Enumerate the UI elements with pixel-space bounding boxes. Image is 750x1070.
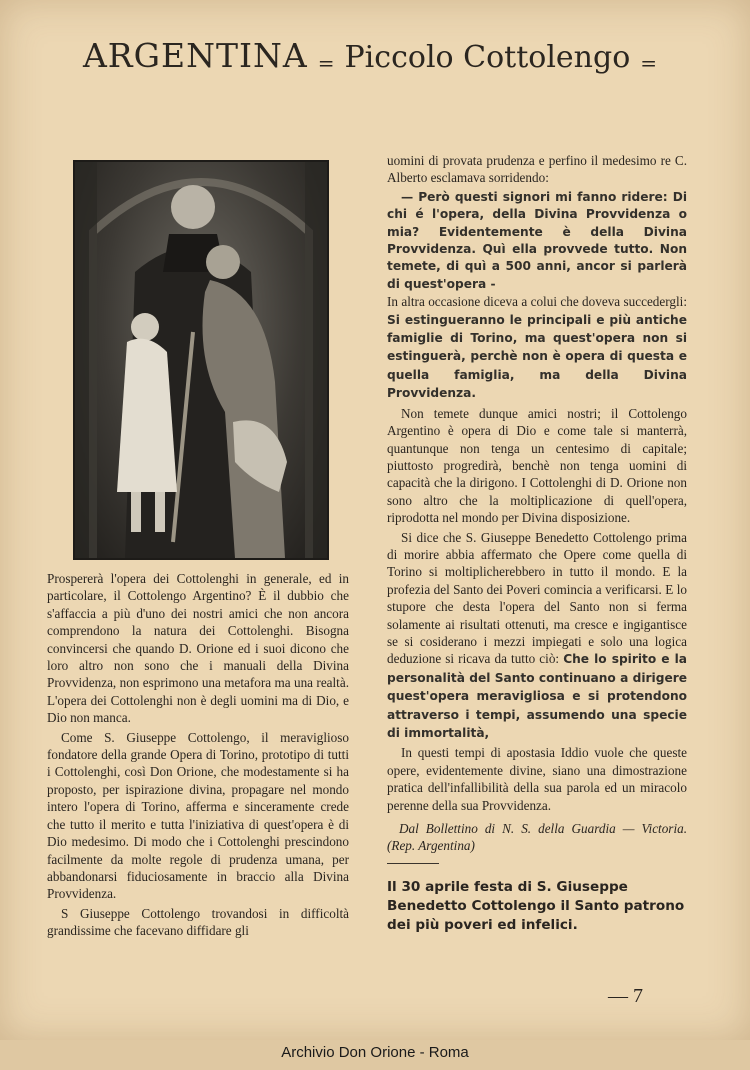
right-column [387, 152, 687, 935]
right-paragraph-4 [387, 529, 687, 743]
right-paragraph-2 [387, 293, 687, 402]
cottolengo-photo-icon [75, 162, 327, 558]
feast-notice: Il 30 aprile festa di S. Giuseppe Benedetto Cottolengo il Santo patrono dei più poveri ed infelici. [387, 878, 685, 933]
source-citation: Dal Bollettino di N. S. della Guardia — Victoria. (Rep. Argentina) [387, 821, 687, 854]
left-paragraph-2: Come S. Giuseppe Cottolengo, il meraviglioso fondatore della grande Opera di Torino, prototipo di tutti i Cottolenghi, così Don Orione, che modestamente si ha proposto, per ispirazione divina, propagare nel mondo intero l'opera di Torino, afferma e sinceramente crede che tutto il merito e tutta l'iniziativa di quest'opera è di Dio medesimo. Di modo che i Cottolenghi prescindono facilmente da molte regole di prudenza umana, per abbandonarsi fiduciosamente in braccio alla Divina Provvidenza. [47, 729, 349, 902]
quote-cottolengo-2: Si estingueranno le principali e più antiche famiglie di Torino, ma quest'opera non si estinguerà, perchè non è opera di questa e quella famiglia, ma della Divina Provvidenza. [387, 312, 687, 401]
title-separator: = [317, 50, 335, 75]
left-column [47, 570, 349, 940]
right-paragraph-5: In questi tempi di apostasia Iddio vuole che queste opere, evidentemente divine, siano una dimostrazione pratica dell'infallibilità della sua parola ed un miracolo perenne della sua Provvidenza. [387, 745, 687, 813]
page-number: — 7 [608, 985, 643, 1007]
title-sub: Piccolo Cottolengo [344, 40, 631, 75]
right-paragraph-2-text: In altra occasione diceva a colui che doveva succedergli: [387, 294, 687, 310]
page-title [0, 36, 750, 75]
right-paragraph-4-text: Si dice che S. Giuseppe Benedetto Cottolengo prima di morire abbia affermato che Opere come quella di Torino si moltiplicherebbero in tutto il mondo. E la profezia del Santo dei Poveri comincia a verificarsi. E lo stupore che desta l'opera del Santo non si ferma solamente ai risultati ottenuti, ma cresce e ingigantisce se si cosiderano i mezzi impiegati e solo una logica deduzione si ricava da tutto ciò: [387, 529, 687, 667]
left-paragraph-1: Prospererà l'opera dei Cottolenghi in generale, ed in particolare, il Cottolengo Argentino? È il dubbio che s'affaccia a più d'uno dei nostri amici che non ancora comprendono la natura dei Cottolenghi. Bisogna convincersi che quando D. Orione ed i suoi dicono che loro altro non sono che i manuali della Divina Provvidenza, non esprimono una metafora ma una realtà. L'opera dei Cottolenghi non è degli uomini ma di Dio, e Dio non manca. [47, 571, 349, 726]
divider [387, 863, 439, 864]
quote-cottolengo-1: — Però questi signori mi fanno ridere: Di chi é l'opera, della Divina Provvidenza o mia? Evidentemente è della Divina Provvidenza. Quì ella provvede tutto. Non temete, di quì a 500 anni, ancor si parlerà di quest'opera - [387, 189, 687, 291]
cottolengo-photo [73, 160, 329, 560]
title-separator-end: = [640, 50, 658, 75]
title-main: ARGENTINA [82, 36, 308, 75]
archive-caption: Archivio Don Orione - Roma [281, 1044, 469, 1061]
right-paragraph-3: Non temete dunque amici nostri; il Cottolengo Argentino è opera di Dio e come tale si manterrà, quantunque non tenga un centesimo di capitale; piuttosto progredirà, benchè non tenga uomini di capacità che la dirigono. I Cottolenghi di D. Orione non sono altro che la moltiplicazione di quell'opera, riprodotta nel mondo per Divina disposizione. [387, 405, 687, 526]
left-paragraph-3: S Giuseppe Cottolengo trovandosi in difficoltà grandissime che facevano diffidare gli [47, 905, 349, 939]
quote-saint-spirit: Che lo spirito e la personalità del Santo continuano a dirigere quest'opera meravigliosa e si protendono attraverso i tempi, assumendo una specie di immortalità, [387, 652, 688, 740]
right-paragraph-1: uomini di provata prudenza e perfino il medesimo re C. Alberto esclamava sorridendo: [387, 153, 687, 186]
